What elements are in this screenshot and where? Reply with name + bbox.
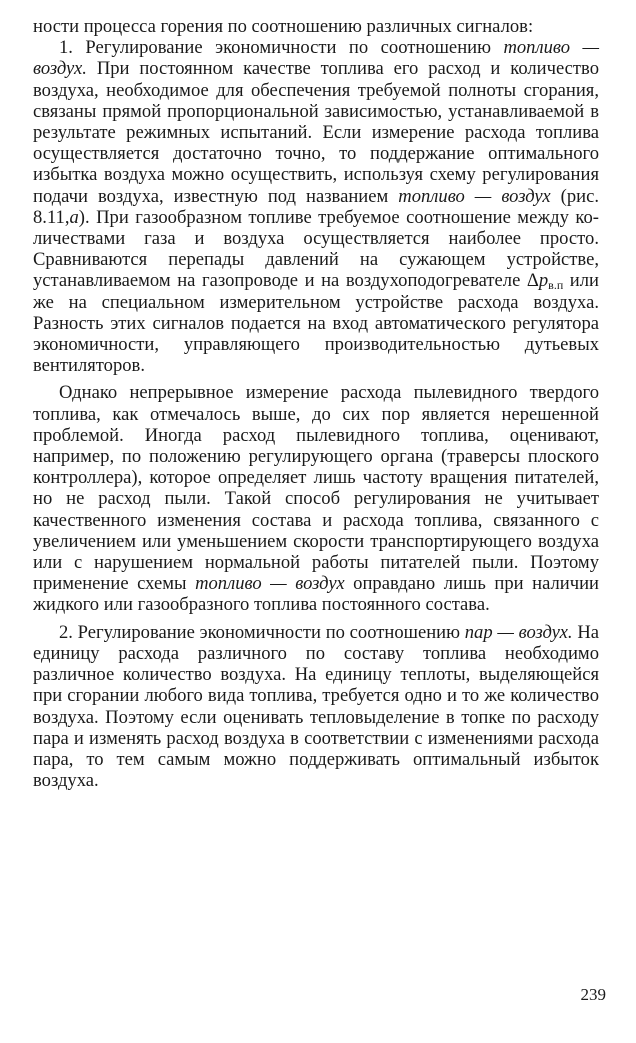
item-1-heading: 1. Регулирование экономичности по соотношению — [59, 37, 504, 59]
text-fragment: или же на специальном измерительном устройстве расхода воздуха. Разность этих сигналов подается на вход автоматического регулятора экономичности, управляющего производительностью дутьевых вентиляторов. — [33, 270, 599, 377]
text-fragment: При постоянном качестве топлива его расход и количество воздуха, необходимое для обеспечения требуемой полноты сгорания, связаны прямой пропорциональной зависимостью, устанавливаемой в результате режимных испытаний. Если измерение расхода топлива осуществляется достаточно точно, то поддержание оптимального избытка воздуха можно осуществить, используя схему регулирования подачи воздуха, известную под названием — [33, 58, 599, 207]
text-fragment: Однако непрерывное измерение расхода пылевидного твердого топлива, как отмечалось выше, до сих пор является нерешенной проблемой. Иногда расход пылевидного топлива, оценивают, например, по положению регулирующего органа (траверсы плоского контроллера), которое определяет лишь частоту вращения питателей, но не расход пыли. Такой способ регулирования не учитывает качественного изменения состава и расхода топлива, связанного с увеличением или уменьшением скорости транспортирующего воздуха или с нарушением нормальной работы питателей пыли. Поэтому применение схемы — [33, 382, 599, 595]
symbol-subscript: в.п — [548, 278, 564, 293]
paragraph-fuel-air — [33, 37, 599, 376]
figure-ref-letter: а — [69, 206, 79, 228]
paragraph-continuation-text: ности процесса горения по соотношению различных сигналов: — [33, 16, 534, 37]
item-2-heading: 2. Регулирование экономичности по соотношению — [59, 621, 465, 643]
paragraph-steam-air — [33, 622, 599, 792]
paragraph-pulverized-fuel — [33, 382, 599, 615]
page-number: 239 — [580, 985, 606, 1004]
text-fragment: На единицу расхода различного по составу топлива необходимо различное количество воздуха. На единицу теплоты, выделяющейся при сгорании любого вида топлива, требуется одно и то же количество воздуха. Поэтому если оценивать тепловыделение в топке по расходу пара и изменять расход воздуха в соответствии с изменениями расхода пара, то тем самым можно поддерживать оптимальный избыток воздуха. — [33, 621, 599, 792]
text-fragment: ). При газообразном топливе требуемое соотношение между количествами газа и воздуха осуществляется наиболее просто. Сравниваются перепады давлений на сужающем устройстве, устанавливаемом на газопроводе и на воздухоподогревателе Δ — [33, 206, 599, 292]
symbol-p: p — [538, 270, 549, 292]
text-fragment: оправдано лишь при наличии жидкого или газообразного топлива постоянного состава. — [33, 573, 599, 616]
text-fragment: (рис. 8.11, — [33, 185, 599, 228]
paragraph-continuation — [33, 16, 599, 37]
page-body — [33, 16, 599, 791]
term-fuel-air: топливо — воздух. — [33, 37, 600, 80]
term-fuel-air-3: топливо — воздух — [195, 573, 345, 595]
term-fuel-air-2: топливо — воздух — [398, 185, 551, 207]
term-steam-air: пар — воздух. — [464, 621, 573, 643]
